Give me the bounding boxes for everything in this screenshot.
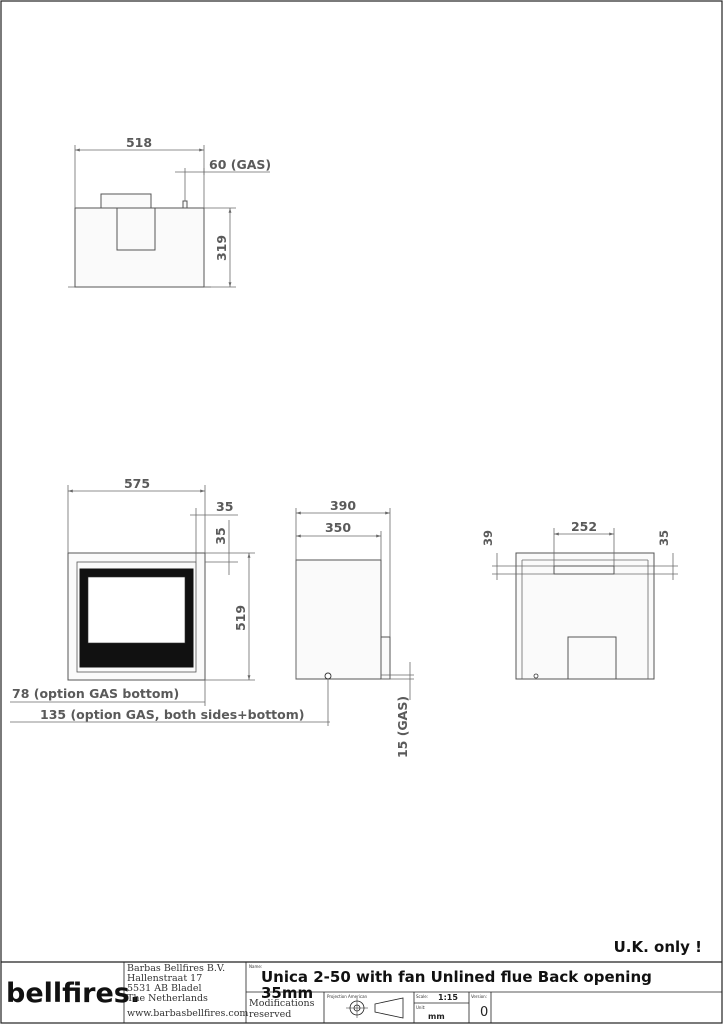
gas-sides-note: 135 (option GAS, both sides+bottom) — [40, 707, 305, 722]
back-lower-opening — [568, 637, 616, 679]
scale-value: 1:15 — [438, 993, 458, 1002]
side-view — [296, 498, 414, 758]
front-width-dim: 575 — [123, 476, 151, 491]
back-gas-hole — [534, 674, 538, 678]
uk-only-note: U.K. only ! — [613, 938, 702, 956]
top-view — [68, 135, 271, 287]
back-top-opening — [554, 566, 614, 574]
modifications-line-1: Modifications — [249, 998, 315, 1009]
back-right-top-dim: 35 — [657, 529, 671, 547]
unit-label: Unit: — [416, 1005, 426, 1010]
company-line-2: Hallenstraat 17 — [127, 973, 203, 984]
projection-symbol-icon — [346, 998, 403, 1018]
company-line-4: The Netherlands — [127, 993, 208, 1004]
scale-label: Scale: — [416, 994, 429, 999]
company-line-3: 5531 AB Bladel — [127, 983, 202, 994]
side-gas-height-dim: 15 (GAS) — [395, 695, 410, 759]
back-left-top-dim: 39 — [481, 529, 495, 547]
top-view-flue-outlet — [117, 208, 155, 250]
drawing-title: Unica 2-50 with fan Unlined flue Back opening 35mm — [261, 968, 652, 1002]
side-back-step — [381, 637, 390, 679]
title-block — [1, 962, 722, 1023]
top-gas-dim: 60 (GAS) — [209, 157, 272, 172]
top-width-dim: 518 — [125, 135, 153, 150]
back-opening-width-dim: 252 — [570, 519, 598, 534]
front-view — [10, 476, 330, 722]
name-label: Name: — [249, 964, 263, 969]
bellfires-logo: bellfires. — [6, 978, 141, 1009]
front-glass — [88, 577, 185, 643]
version-label: Version: — [471, 994, 488, 999]
gas-bottom-note: 78 (option GAS bottom) — [12, 686, 180, 701]
side-body — [296, 560, 381, 679]
unit-value: mm — [428, 1012, 445, 1021]
side-gas-inlet — [325, 673, 331, 679]
company-line-5: www.barbasbellfires.com — [127, 1008, 249, 1019]
side-outer-depth-dim: 390 — [329, 498, 357, 513]
sheet-border — [1, 1, 722, 1023]
back-view — [481, 519, 678, 679]
side-inner-depth-dim: 350 — [324, 520, 352, 535]
front-top-offset-dim: 35 — [213, 527, 228, 545]
front-height-dim: 519 — [233, 604, 248, 632]
top-view-flue-collar — [101, 194, 151, 208]
version-value: 0 — [480, 1005, 489, 1020]
top-view-gas-connector — [183, 201, 187, 208]
modifications-line-2: reserved — [249, 1009, 292, 1020]
top-height-dim: 319 — [214, 234, 229, 262]
front-side-offset-dim: 35 — [216, 499, 234, 514]
company-line-1: Barbas Bellfires B.V. — [127, 963, 226, 974]
projection-label: Projection American — [327, 994, 368, 999]
